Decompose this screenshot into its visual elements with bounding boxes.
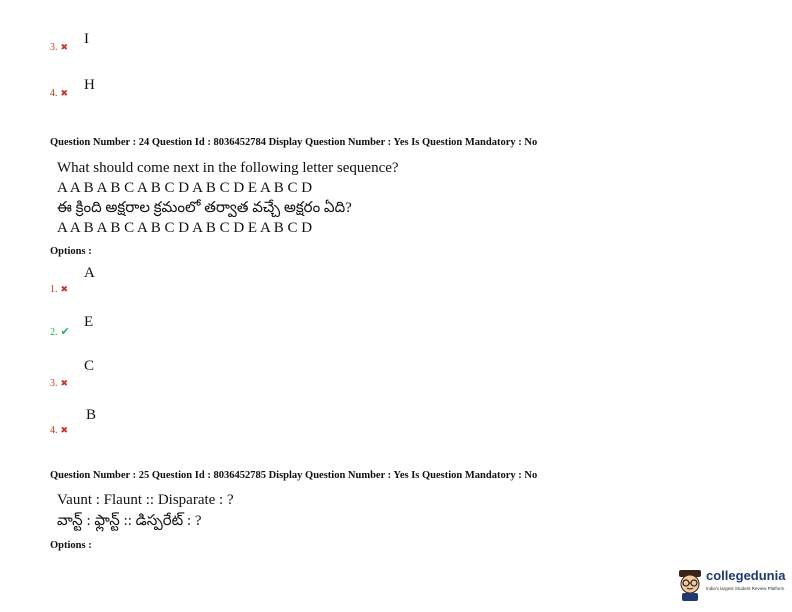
q24-option-3 xyxy=(50,373,68,391)
option-number: 4. xyxy=(50,88,58,99)
option-value: C xyxy=(84,358,95,374)
options-label: Options : xyxy=(50,246,92,257)
question-24-header: Question Number : 24 Question Id : 8036452784 Display Question Number : Yes Is Question Mandatory : No xyxy=(50,137,538,148)
question-25-text-en: Vaunt : Flaunt :: Disparate : ? xyxy=(57,492,234,508)
option-value: H xyxy=(84,77,95,93)
option-value: I xyxy=(84,31,89,47)
check-icon: ✔ xyxy=(60,326,70,338)
prev-option-3 xyxy=(50,37,68,55)
option-number: 3. xyxy=(50,42,58,53)
option-number: 2. xyxy=(50,327,58,338)
cross-icon: ✖ xyxy=(60,42,69,52)
option-number: 3. xyxy=(50,378,58,389)
cross-icon: ✖ xyxy=(60,378,69,388)
options-label: Options : xyxy=(50,540,92,551)
question-24-sequence-en: A A B A B C A B C D A B C D E A B C D xyxy=(57,180,313,196)
cross-icon: ✖ xyxy=(60,88,69,98)
q24-option-2 xyxy=(50,322,70,340)
logo-tagline: India's largest Student Review Platform xyxy=(706,586,785,591)
option-number: 4. xyxy=(50,425,58,436)
question-24-text-en: What should come next in the following letter sequence? xyxy=(57,160,399,176)
question-25-text-te: వాన్ట్ : ఫ్లాన్ట్ :: డిస్పరేట్ : ? xyxy=(57,513,202,529)
mascot-icon xyxy=(676,568,704,602)
option-value: B xyxy=(86,407,97,423)
option-value: A xyxy=(84,265,95,281)
option-value: E xyxy=(84,314,94,330)
collegedunia-logo xyxy=(676,566,786,606)
logo-name: collegedunia xyxy=(706,568,786,583)
question-24-sequence-te: A A B A B C A B C D A B C D E A B C D xyxy=(57,220,313,236)
question-24-text-te: ఈ క్రింది అక్షరాల క్రమంలో తర్వాత వచ్చే అక్షరం ఏది? xyxy=(57,200,352,216)
cross-icon: ✖ xyxy=(60,425,69,435)
prev-option-4 xyxy=(50,83,68,101)
question-25-header: Question Number : 25 Question Id : 8036452785 Display Question Number : Yes Is Question Mandatory : No xyxy=(50,470,538,481)
option-number: 1. xyxy=(50,284,58,295)
cross-icon: ✖ xyxy=(60,284,69,294)
q24-option-4 xyxy=(50,420,68,438)
q24-option-1 xyxy=(50,279,68,297)
